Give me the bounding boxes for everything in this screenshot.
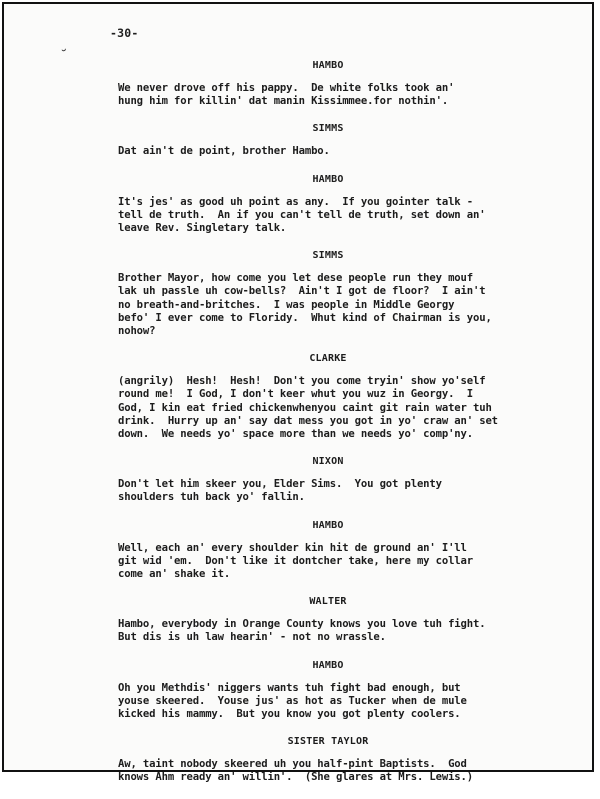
dialogue-line: leave Rev. Singletary talk. bbox=[118, 222, 287, 235]
dialogue-line: Oh you Methdis' niggers wants tuh fight bad enough, but bbox=[118, 681, 461, 694]
dialogue-block bbox=[118, 173, 538, 236]
dialogue-line: befo' I ever come to Floridy. Whut kind of Chairman is you, bbox=[118, 311, 492, 324]
dialogue-line: Don't let him skeer you, Elder Sims. You got plenty bbox=[118, 478, 442, 491]
dialogue-line: tell de truth. An if you can't tell de truth, set down an' bbox=[118, 208, 486, 221]
dialogue-text bbox=[118, 82, 538, 108]
dialogue-text bbox=[118, 758, 538, 784]
dialogue-line: nohow? bbox=[118, 325, 156, 338]
speaker-name: HAMBO bbox=[312, 173, 344, 185]
dialogue-block bbox=[118, 659, 538, 722]
dialogue-line: hung him for killin' dat manin Kissimmee.for nothin'. bbox=[118, 95, 449, 108]
dialogue-line: But dis is uh law hearin' - not no wrassle. bbox=[118, 631, 386, 644]
dialogue-text bbox=[118, 542, 538, 582]
script-body bbox=[118, 59, 538, 799]
dialogue-line: youse skeered. Youse jus' as hot as Tucker when de mule bbox=[118, 694, 467, 707]
dialogue-block bbox=[118, 59, 538, 108]
speaker-name: SIMMS bbox=[312, 123, 344, 135]
speaker-name: SIMMS bbox=[312, 250, 344, 262]
dialogue-line: drink. Hurry up an' say dat mess you got in yo' craw an' set bbox=[118, 414, 498, 427]
dialogue-block bbox=[118, 595, 538, 644]
dialogue-line: come an' shake it. bbox=[118, 568, 231, 581]
dialogue-line: God, I kin eat fried chickenwhenyou caint git rain water tuh bbox=[118, 401, 492, 414]
speaker-name: HAMBO bbox=[312, 60, 344, 71]
dialogue-line: Hambo, everybody in Orange County knows you love tuh fight. bbox=[118, 618, 486, 631]
dialogue-block bbox=[118, 249, 538, 338]
script-page bbox=[2, 2, 594, 784]
dialogue-line: git wid 'em. Don't like it dontcher take, here my collar bbox=[118, 554, 473, 567]
speaker-name: NIXON bbox=[312, 456, 344, 468]
speaker-name: HAMBO bbox=[312, 519, 344, 531]
dialogue-line: Well, each an' every shoulder kin hit de ground an' I'll bbox=[118, 541, 467, 554]
dialogue-line: lak uh passle uh cow-bells? Ain't I got de floor? I ain't bbox=[118, 285, 486, 298]
dialogue-line: down. We needs yo' space more than we needs yo' comp'ny. bbox=[118, 428, 473, 441]
speaker-name: WALTER bbox=[309, 596, 347, 608]
dialogue-text bbox=[118, 272, 538, 338]
dialogue-text bbox=[118, 478, 538, 504]
dialogue-line: It's jes' as good uh point as any. If you gointer talk - bbox=[118, 195, 473, 208]
dialogue-line: We never drove off his pappy. De white folks took an' bbox=[118, 82, 455, 94]
pen-mark-icon: ˘ bbox=[60, 47, 71, 65]
dialogue-block bbox=[118, 519, 538, 582]
dialogue-line: round me! I God, I don't keer whut you wuz in Georgy. I bbox=[118, 388, 473, 401]
dialogue-line: kicked his mammy. But you know you got plenty coolers. bbox=[118, 708, 461, 721]
dialogue-block bbox=[118, 455, 538, 504]
dialogue-line: Aw, taint nobody skeered uh you half-pint Baptists. God bbox=[118, 758, 467, 771]
page-number: -30- bbox=[110, 26, 139, 40]
dialogue-line: Brother Mayor, how come you let dese people run they mouf bbox=[118, 272, 473, 285]
dialogue-line: Dat ain't de point, brother Hambo. bbox=[118, 145, 330, 158]
dialogue-block bbox=[118, 735, 538, 784]
dialogue-line: no breath-and-britches. I was people in Middle Georgy bbox=[118, 298, 455, 311]
dialogue-text bbox=[118, 618, 538, 644]
dialogue-text bbox=[118, 375, 538, 441]
speaker-name: HAMBO bbox=[312, 659, 344, 671]
dialogue-line: (angrily) Hesh! Hesh! Don't you come tryin' show yo'self bbox=[118, 375, 486, 388]
dialogue-block bbox=[118, 122, 538, 158]
dialogue-text bbox=[118, 145, 538, 158]
dialogue-line: knows Ahm ready an' willin'. (She glares at Mrs. Lewis.) bbox=[118, 771, 473, 784]
dialogue-line: shoulders tuh back yo' fallin. bbox=[118, 491, 305, 504]
dialogue-block bbox=[118, 352, 538, 441]
speaker-name: SISTER TAYLOR bbox=[287, 736, 369, 748]
dialogue-text bbox=[118, 196, 538, 236]
dialogue-text bbox=[118, 682, 538, 722]
speaker-name: CLARKE bbox=[309, 353, 347, 365]
